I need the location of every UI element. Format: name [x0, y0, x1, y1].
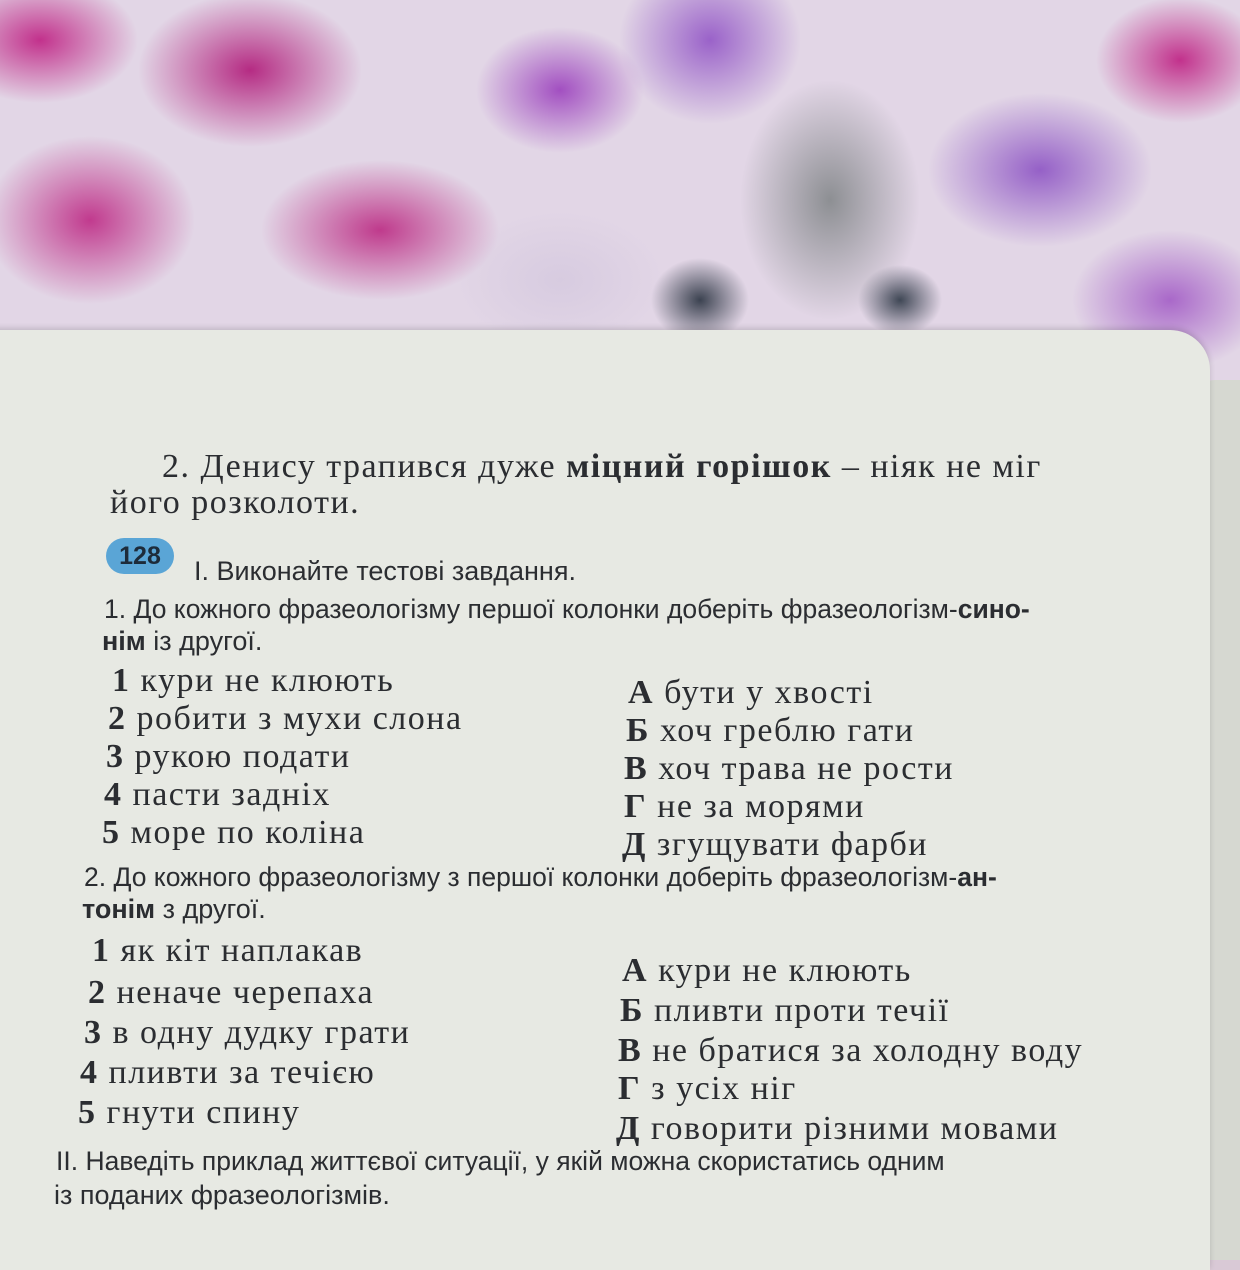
list-item: 3 в одну дудку грати — [84, 1014, 411, 1051]
task2-instruction-line2: тонім з другої. — [82, 894, 266, 924]
example-line-2: його розколоти. — [110, 484, 361, 521]
list-item: В не братися за холодну воду — [618, 1032, 1084, 1069]
list-item: 5 гнути спину — [78, 1094, 301, 1131]
list-item: 4 пливти за течією — [80, 1054, 376, 1091]
list-item: Б хоч греблю гати — [626, 712, 915, 749]
list-item: А кури не клюють — [622, 952, 912, 989]
list-item: 4 пасти задніх — [104, 776, 331, 813]
list-item: 2 робити з мухи слона — [108, 700, 463, 737]
part2-line2: із поданих фразеологізмів. — [54, 1180, 390, 1210]
list-item: Д згущувати фарби — [622, 826, 928, 863]
list-item: Б пливти проти течії — [620, 992, 950, 1029]
example-line-1: 2. Денису трапився дуже міцний горішок – ніяк не міг — [162, 448, 1042, 485]
exercise-number-badge: 128 — [106, 538, 174, 574]
task1-instruction-line1: 1. До кожного фразеологізму першої колонки доберіть фразеологізм-сино- — [104, 594, 1030, 624]
list-item: 1 кури не клюють — [112, 662, 395, 699]
part1-title: І. Виконайте тестові завдання. — [194, 556, 576, 586]
list-item: 5 море по коліна — [102, 814, 366, 851]
part2-line1: ІІ. Наведіть приклад життєвої ситуації, у якій можна скористатись одним — [56, 1146, 945, 1176]
list-item: А бути у хвості — [628, 674, 874, 711]
list-item: В хоч трава не рости — [624, 750, 954, 787]
list-item: Д говорити різними мовами — [616, 1110, 1059, 1147]
list-item: 1 як кіт наплакав — [92, 932, 364, 969]
list-item: Г не за морями — [624, 788, 865, 825]
list-item: Г з усіх ніг — [618, 1070, 797, 1107]
list-item: 3 рукою подати — [106, 738, 351, 775]
task1-instruction-line2: нім із другої. — [102, 626, 263, 656]
task2-instruction-line1: 2. До кожного фразеологізму з першої колонки доберіть фразеологізм-ан- — [84, 862, 997, 892]
list-item: 2 неначе черепаха — [88, 974, 375, 1011]
